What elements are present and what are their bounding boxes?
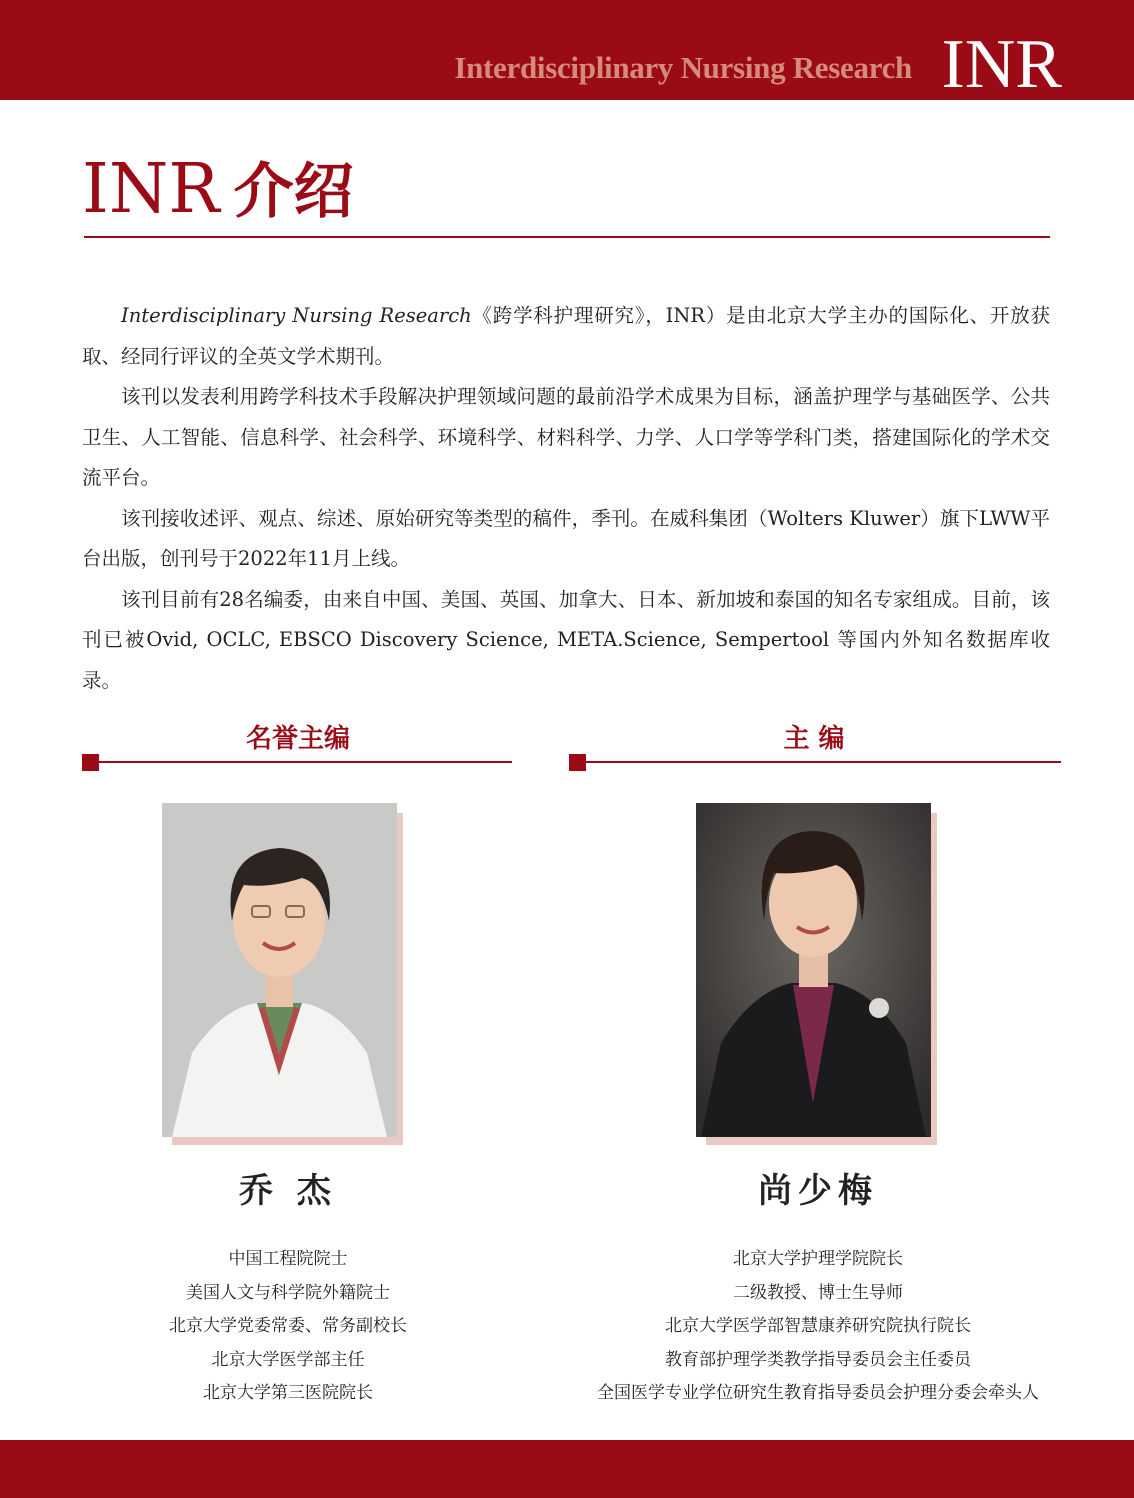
credential-item: 全国医学专业学位研究生教育指导委员会护理分委会牵头人	[597, 1383, 1039, 1403]
honorary-editor-name: 乔 杰	[239, 1171, 337, 1211]
page-title-en: INR	[82, 150, 220, 229]
footer-band	[0, 1440, 1134, 1498]
intro-paragraph-2: 该刊以发表利用跨学科技术手段解决护理领域问题的最前沿学术成果为目标，涵盖护理学与基础医学、公共卫生、人工智能、信息科学、社会科学、环境科学、材料科学、力学、人口学等学科门类，搭建国际化的学术交流平台。	[82, 385, 1050, 489]
page-title-cn: 介绍	[233, 157, 354, 227]
honorary-editor-heading: 名誉主编	[245, 724, 350, 754]
page-title	[82, 150, 354, 232]
editor-in-chief-rule	[586, 761, 1061, 763]
journal-name: Interdisciplinary Nursing Research	[454, 50, 912, 85]
intro-text	[82, 296, 1050, 701]
intro-paragraph-3: 该刊接收述评、观点、综述、原始研究等类型的稿件，季刊。在威科集团（Wolters Kluwer）旗下LWW平台出版，创刊号于2022年11月上线。	[82, 506, 1050, 570]
editor-in-chief-portrait	[696, 803, 931, 1137]
credential-item: 教育部护理学类教学指导委员会主任委员	[665, 1349, 971, 1370]
credential-item: 北京大学医学部主任	[211, 1349, 365, 1370]
editor-in-chief-name: 尚少梅	[758, 1171, 878, 1211]
intro-paragraph-1	[82, 296, 1050, 377]
editor-in-chief-credentials	[568, 1243, 1068, 1411]
honorary-editor-credentials	[98, 1243, 478, 1411]
intro-paragraph-4: 该刊目前有28名编委，由来自中国、美国、英国、加拿大、日本、新加坡和泰国的知名专家组成。目前，该刊已被Ovid, OCLC, EBSCO Discovery Science, META.Science, Sempertool 等国内外知名数据库收录。	[82, 587, 1050, 692]
credential-item: 美国人文与科学院外籍院士	[186, 1282, 390, 1303]
honorary-editor-rule	[98, 761, 512, 763]
credential-item: 北京大学护理学院院长	[733, 1249, 903, 1269]
credential-item: 北京大学党委常委、常务副校长	[169, 1316, 407, 1336]
intro-p1-text: 《跨学科护理研究》，INR）是由北京大学主办的国际化、开放获取、经同行评议的全英文学术期刊。	[82, 304, 1050, 368]
title-divider	[84, 236, 1050, 238]
editor-in-chief-heading: 主 编	[783, 724, 845, 754]
credential-item: 二级教授、博士生导师	[733, 1282, 903, 1303]
credential-item: 北京大学医学部智慧康养研究院执行院长	[665, 1316, 971, 1336]
honorary-editor-square-icon	[82, 754, 99, 771]
credential-item: 北京大学第三医院院长	[203, 1383, 373, 1403]
editor-in-chief-square-icon	[569, 754, 586, 771]
journal-italic-name: Interdisciplinary Nursing Research	[121, 304, 472, 327]
credential-item: 中国工程院院士	[228, 1249, 348, 1269]
journal-abbreviation: INR	[941, 26, 1062, 103]
honorary-editor-portrait	[162, 803, 397, 1137]
